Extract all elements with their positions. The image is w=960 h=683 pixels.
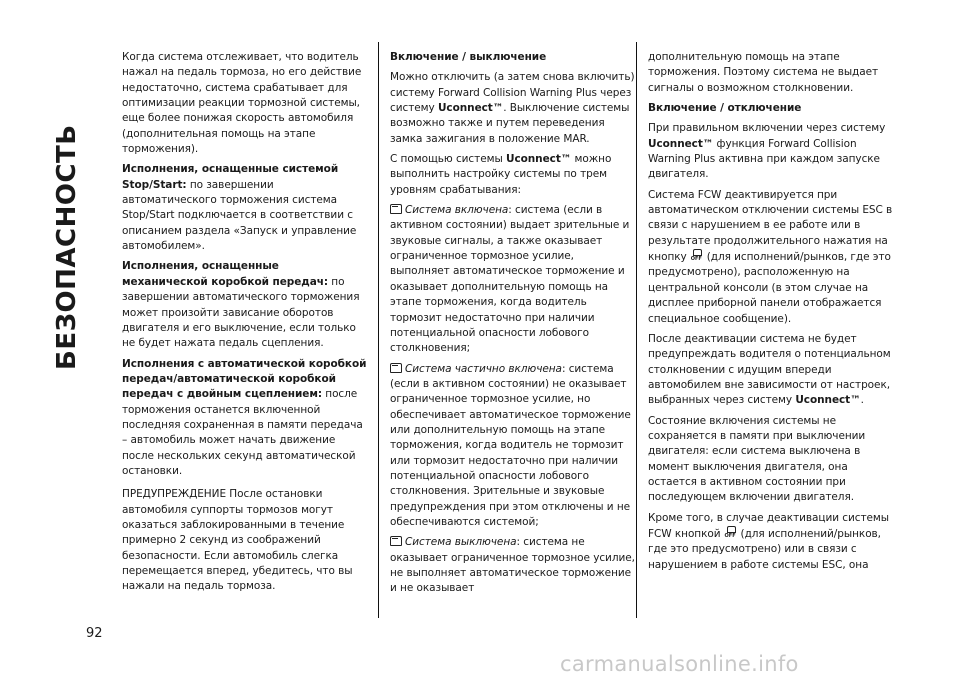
watermark: carmanualsonline.info [560, 652, 799, 676]
section-title: БЕЗОПАСНОСТЬ [52, 124, 82, 370]
level-on: Система включена: система (если в активном состоянии) выдает зрительные и звуковые сигналы, а также оказывает ограниченное тормозное усилие, выполняет автоматическое торможение и оказывает дополнительную помощь на этапе торможения, когда водитель тормозит недостаточно при наличии потенциальной опасности лобового столкновения; [390, 204, 630, 355]
car-icon [390, 536, 402, 546]
page-number: 92 [86, 626, 103, 641]
fcw-off-button-icon: OFF [690, 249, 704, 263]
car-icon [390, 204, 402, 214]
paragraph-enable: При правильном включении через систему Uconnect™ функция Forward Collision Warning Plus активна при каждом запуске двигателя. [648, 122, 886, 181]
fcw-off-button-icon: OFF [724, 526, 738, 540]
column-2 [390, 50, 635, 602]
paragraph-levels: С помощью системы Uconnect™ можно выполнить настройку системы по трем уровням срабатывания: [390, 153, 612, 196]
paragraph-continued: дополнительную помощь на этапе торможения. Поэтому система не выдает сигналы о возможном столкновении. [648, 51, 879, 94]
level-off: Система выключена: система не оказывает ограниченное тормозное усилие, не выполняет автоматическое торможение и не оказывает [390, 536, 635, 595]
paragraph-fcw-button: Кроме того, в случае деактивации системы FCW кнопкой OFF (для исполнений/рынков, где это предусмотрено) или в связи с нарушением в работе системы ESC, она [648, 511, 890, 571]
heading-on-off: Включение / выключение [390, 51, 547, 63]
paragraph-disable: Можно отключить (а затем снова включить) систему Forward Collision Warning Plus через систему Uconnect™. Выключение системы возможно также и путем переведения замка зажигания в положение MAR. [390, 71, 635, 145]
column-3 [648, 50, 893, 578]
paragraph-automatic-gearbox: Исполнения с автоматической коробкой передач/автоматической коробкой передач с двойным сцеплением: после торможения останется включенной последняя сохраненная в памяти передача – автомобиль может начать движение после нескольких секунд автоматической остановки. [122, 357, 367, 477]
column-1 [122, 50, 367, 600]
paragraph-after-deactivation: После деактивации система не будет предупреждать водителя о потенциальном столкновении с идущим впереди автомобилем вне зависимости от настроек, выбранных через систему Uconnect™. [648, 332, 891, 407]
paragraph-state-memory: Состояние включения системы не сохраняется в памяти при выключении двигателя: если система выключена в момент выключения двигателя, она остается в активном состоянии при последующем включении двигателя. [648, 414, 866, 504]
paragraph-deactivation: Система FCW деактивируется при автоматическом отключении системы ESC в связи с нарушением в ее работе или в результате продолжительного нажатия на кнопку OFF (для исполнений/рынков, где это предусмотрено), расположенную на центральной консоли (в этом случае на дисплее приборной панели отображается специальное сообщение). [648, 188, 893, 325]
column-divider-2 [636, 42, 637, 618]
paragraph-warning: ПРЕДУПРЕЖДЕНИЕ После остановки автомобиля суппорты тормозов могут оказаться заблокированными в течение примерно 2 секунд из соображений безопасности. Если автомобиль слегка перемещается вперед, убедитесь, что вы нажали на педаль тормоза. [122, 488, 353, 593]
paragraph-manual-gearbox: Исполнения, оснащенные механической коробкой передач: по завершении автоматического торможения может произойти зависание оборотов двигателя и его выключение, если только не будет нажата педаль сцепления. [122, 260, 360, 350]
level-partial: Система частично включена: система (если в активном состоянии) не оказывает ограниченное тормозное усилие, но обеспечивает автоматическое торможение или дополнительную помощь на этапе торможения, когда водитель не тормозит или тормозит недостаточно при наличии потенциальной опасности лобового столкновения. Зрительные и звуковые предупреждения при этом отключены и не обеспечиваются системой; [390, 362, 631, 528]
column-divider-1 [378, 42, 379, 618]
heading-enable-disable: Включение / отключение [648, 102, 802, 115]
car-icon [390, 363, 402, 373]
paragraph-brake-assist: Когда система отслеживает, что водитель нажал на педаль тормоза, но его действие недостаточно, система срабатывает для оптимизации реакции тормозной системы, еще более понижая скорость автомобиля (дополнительная помощь на этапе торможения). [122, 51, 362, 156]
paragraph-stop-start: Исполнения, оснащенные системой Stop/Start: по завершении автоматического торможения система Stop/Start подключается в соответствии с описанием раздела «Запуск и управление автомобилем». [122, 163, 357, 253]
